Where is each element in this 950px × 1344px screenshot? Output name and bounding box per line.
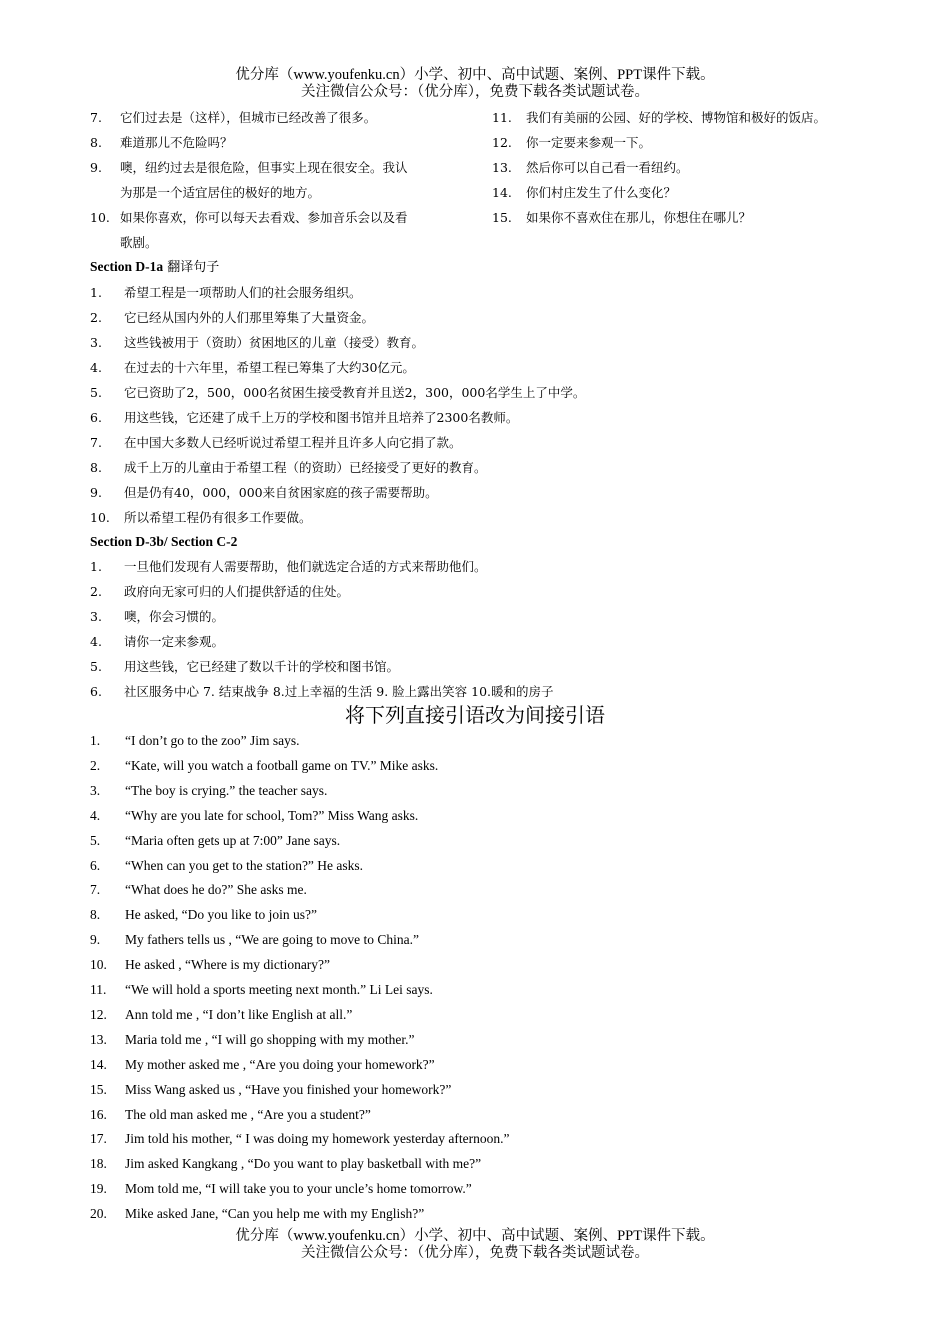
item-number: 4. xyxy=(90,807,101,823)
item-number: 6. xyxy=(90,857,101,873)
item-number: 1. xyxy=(90,733,101,748)
item-text: He asked, “Do you like to join us?” xyxy=(125,907,317,923)
item-number: 5. xyxy=(90,385,102,400)
section-d1a-title-rest: 翻译句子 xyxy=(163,260,220,275)
list-item xyxy=(90,882,307,898)
item-number: 6. xyxy=(90,410,102,425)
list-item xyxy=(90,335,425,351)
item-text: 用这些钱，它已经建了数以千计的学校和图书馆。 xyxy=(124,659,400,674)
list-item xyxy=(90,932,419,948)
section-d3b-title-bold: Section D-3b/ Section C-2 xyxy=(90,534,238,549)
speech-section-title: 将下列直接引语改为间接引语 xyxy=(345,703,605,727)
item-text: The old man asked me , “Are you a student?” xyxy=(125,1106,371,1122)
item-text: 噢，纽约过去是很危险，但事实上现在很安全。我认 xyxy=(120,160,408,175)
item-number: 7. xyxy=(90,110,102,125)
item-text: 所以希望工程仍有很多工作要做。 xyxy=(124,510,312,525)
list-item xyxy=(90,385,586,401)
item-number: 5. xyxy=(90,659,102,674)
list-item xyxy=(90,410,519,426)
item-number: 4. xyxy=(90,360,102,375)
item-text: 我们有美丽的公园、好的学校、博物馆和极好的饭店。 xyxy=(526,110,827,125)
item-text: 希望工程是一项帮助人们的社会服务组织。 xyxy=(124,285,362,300)
item-text: 如果你不喜欢住在那儿，你想住在哪儿？ xyxy=(526,210,752,225)
item-number: 3. xyxy=(90,782,101,798)
list-item xyxy=(90,1181,472,1197)
list-item xyxy=(90,310,375,326)
item-text: Maria told me , “I will go shopping with my mother.” xyxy=(125,1031,415,1047)
item-text: My mother asked me , “Are you doing your homework?” xyxy=(125,1056,435,1072)
list-item xyxy=(90,1206,425,1222)
item-number: 17. xyxy=(90,1131,107,1147)
item-number: 2. xyxy=(90,757,101,773)
list-item xyxy=(90,210,408,226)
list-item xyxy=(492,185,677,201)
list-item xyxy=(90,659,400,675)
list-item xyxy=(90,110,377,126)
item-number: 10. xyxy=(90,957,107,973)
item-text: Jim asked Kangkang , “Do you want to play basketball with me?” xyxy=(125,1156,482,1172)
list-item xyxy=(90,460,487,476)
item-number: 10. xyxy=(90,210,110,225)
item-text: 政府向无家可归的人们提供舒适的住处。 xyxy=(124,584,350,599)
item-number: 12. xyxy=(492,135,512,150)
list-item xyxy=(90,782,328,799)
item-text: 你们村庄发生了什么变化？ xyxy=(526,185,677,200)
list-item xyxy=(90,907,317,923)
list-item xyxy=(90,485,438,501)
section-d3b-title xyxy=(90,534,237,551)
item-text: 它已资助了2，500，000名贫困生接受教育并且送2，300，000名学生上了中学。 xyxy=(124,385,586,400)
list-item xyxy=(90,757,439,774)
list-item xyxy=(90,1156,482,1172)
header-line-2: 关注微信公众号：（优分库），免费下载各类试题试卷。 xyxy=(301,84,649,100)
list-item xyxy=(90,807,419,824)
item-text: 它们过去是（这样），但城市已经改善了很多。 xyxy=(120,110,377,125)
item-number: 15. xyxy=(90,1081,107,1097)
item-text: 它已经从国内外的人们那里筹集了大量资金。 xyxy=(124,310,375,325)
list-item xyxy=(90,684,554,700)
item-number: 9. xyxy=(90,932,101,948)
list-item xyxy=(90,1031,415,1048)
item-text: 如果你喜欢，你可以每天去看戏、参加音乐会以及看 xyxy=(120,210,408,225)
section-d1a-title-bold: Section D-1a xyxy=(90,259,164,274)
item-text: 一旦他们发现有人需要帮助，他们就选定合适的方式来帮助他们。 xyxy=(124,559,487,574)
section-d1a-title xyxy=(90,259,219,276)
list-item xyxy=(90,435,462,451)
list-item xyxy=(90,360,415,376)
list-item xyxy=(492,210,752,226)
list-item xyxy=(90,1006,353,1023)
item-number: 2. xyxy=(90,310,102,325)
item-text: “Maria often gets up at 7:00” Jane says. xyxy=(125,832,341,848)
item-number: 11. xyxy=(492,110,512,125)
item-text: 成千上万的儿童由于希望工程（的资助）已经接受了更好的教育。 xyxy=(124,460,487,475)
item-text: My fathers tells us , “We are going to move to China.” xyxy=(125,932,419,948)
item-number: 7. xyxy=(90,435,102,450)
item-number: 8. xyxy=(90,907,101,923)
item-number: 9. xyxy=(90,160,102,175)
item-number: 12. xyxy=(90,1006,107,1022)
item-number: 5. xyxy=(90,832,101,848)
item-number: 9. xyxy=(90,485,102,500)
item-text: 但是仍有40，000，000来自贫困家庭的孩子需要帮助。 xyxy=(124,485,438,500)
item-text: “I don’t go to the zoo” Jim says. xyxy=(125,733,300,748)
item-number: 15. xyxy=(492,210,512,225)
item-text: 在中国大多数人已经听说过希望工程并且许多人向它捐了款。 xyxy=(124,435,462,450)
list-item xyxy=(90,1081,452,1098)
item-number: 3. xyxy=(90,609,102,624)
item-text: 难道那儿不危险吗？ xyxy=(120,135,233,150)
list-item xyxy=(90,584,350,600)
list-item xyxy=(492,135,652,151)
item-number: 6. xyxy=(90,684,102,699)
header-line-1: 优分库（www.youfenku.cn）小学、初中、高中试题、案例、PPT课件下载。 xyxy=(235,67,715,83)
list-item xyxy=(90,160,408,176)
item-number: 8. xyxy=(90,460,102,475)
list-item xyxy=(90,957,331,973)
item-number: 8. xyxy=(90,135,102,150)
item-text: Ann told me , “I don’t like English at all.” xyxy=(125,1006,353,1022)
item-text: Miss Wang asked us , “Have you finished your homework?” xyxy=(125,1081,452,1097)
item-number: 14. xyxy=(90,1056,107,1072)
item-number: 1. xyxy=(90,559,102,574)
item-text: 你一定要来参观一下。 xyxy=(526,135,652,150)
list-item xyxy=(90,857,364,874)
list-item xyxy=(90,285,362,301)
list-item xyxy=(90,1131,510,1147)
page-header xyxy=(0,67,950,101)
list-item xyxy=(90,982,433,998)
item-number: 18. xyxy=(90,1156,107,1172)
list-item xyxy=(90,510,312,526)
page-footer xyxy=(0,1228,950,1262)
list-item xyxy=(90,733,300,749)
footer-line-2: 关注微信公众号：（优分库），免费下载各类试题试卷。 xyxy=(301,1245,649,1261)
item-text: “The boy is crying.” the teacher says. xyxy=(125,782,328,798)
item-number: 11. xyxy=(90,982,107,997)
item-number: 13. xyxy=(492,160,512,175)
item-text: 噢，你会习惯的。 xyxy=(124,609,225,624)
list-item xyxy=(492,160,689,176)
list-item xyxy=(90,832,341,849)
item-text: “We will hold a sports meeting next month.” Li Lei says. xyxy=(125,982,433,997)
item-number: 2. xyxy=(90,584,102,599)
item-text: 这些钱被用于（资助）贫困地区的儿童（接受）教育。 xyxy=(124,335,425,350)
footer-line-1: 优分库（www.youfenku.cn）小学、初中、高中试题、案例、PPT课件下载。 xyxy=(235,1228,715,1244)
list-item xyxy=(90,559,487,575)
item-number: 19. xyxy=(90,1181,107,1197)
item-text: “What does he do?” She asks me. xyxy=(125,882,307,898)
item-text: 社区服务中心 7. 结束战争 8.过上幸福的生活 9. 脸上露出笑容 10.暖和的房子 xyxy=(124,684,554,699)
list-item xyxy=(90,1056,435,1073)
item-text: 请你一定来参观。 xyxy=(124,634,225,649)
item-text: 在过去的十六年里，希望工程已筹集了大约30亿元。 xyxy=(124,360,415,375)
item-number: 4. xyxy=(90,634,102,649)
item-number: 16. xyxy=(90,1106,107,1122)
item-number: 14. xyxy=(492,185,512,200)
item-text: 为那是一个适宜居住的极好的地方。 xyxy=(120,185,321,200)
item-text: “Why are you late for school, Tom?” Miss Wang asks. xyxy=(125,807,419,823)
list-item xyxy=(492,110,827,126)
item-number: 7. xyxy=(90,882,101,898)
item-text: Jim told his mother, “ I was doing my homework yesterday afternoon.” xyxy=(125,1131,510,1147)
item-text: “When can you get to the station?” He asks. xyxy=(125,857,364,873)
list-item xyxy=(90,634,225,650)
list-item xyxy=(90,609,225,625)
item-text: 然后你可以自己看一看纽约。 xyxy=(526,160,689,175)
list-item xyxy=(90,1106,371,1123)
item-text: Mom told me, “I will take you to your uncle’s home tomorrow.” xyxy=(125,1181,472,1197)
list-item xyxy=(90,135,233,151)
item-number: 1. xyxy=(90,285,102,300)
item-text: 歌剧。 xyxy=(120,235,158,250)
item-text: “Kate, will you watch a football game on TV.” Mike asks. xyxy=(125,757,439,773)
item-text: He asked , “Where is my dictionary?” xyxy=(125,957,331,973)
item-number: 10. xyxy=(90,510,110,525)
item-number: 20. xyxy=(90,1206,107,1222)
item-number: 3. xyxy=(90,335,102,350)
item-number: 13. xyxy=(90,1031,107,1047)
item-text: Mike asked Jane, “Can you help me with my English?” xyxy=(125,1206,425,1222)
item-text: 用这些钱，它还建了成千上万的学校和图书馆并且培养了2300名教师。 xyxy=(124,410,519,425)
